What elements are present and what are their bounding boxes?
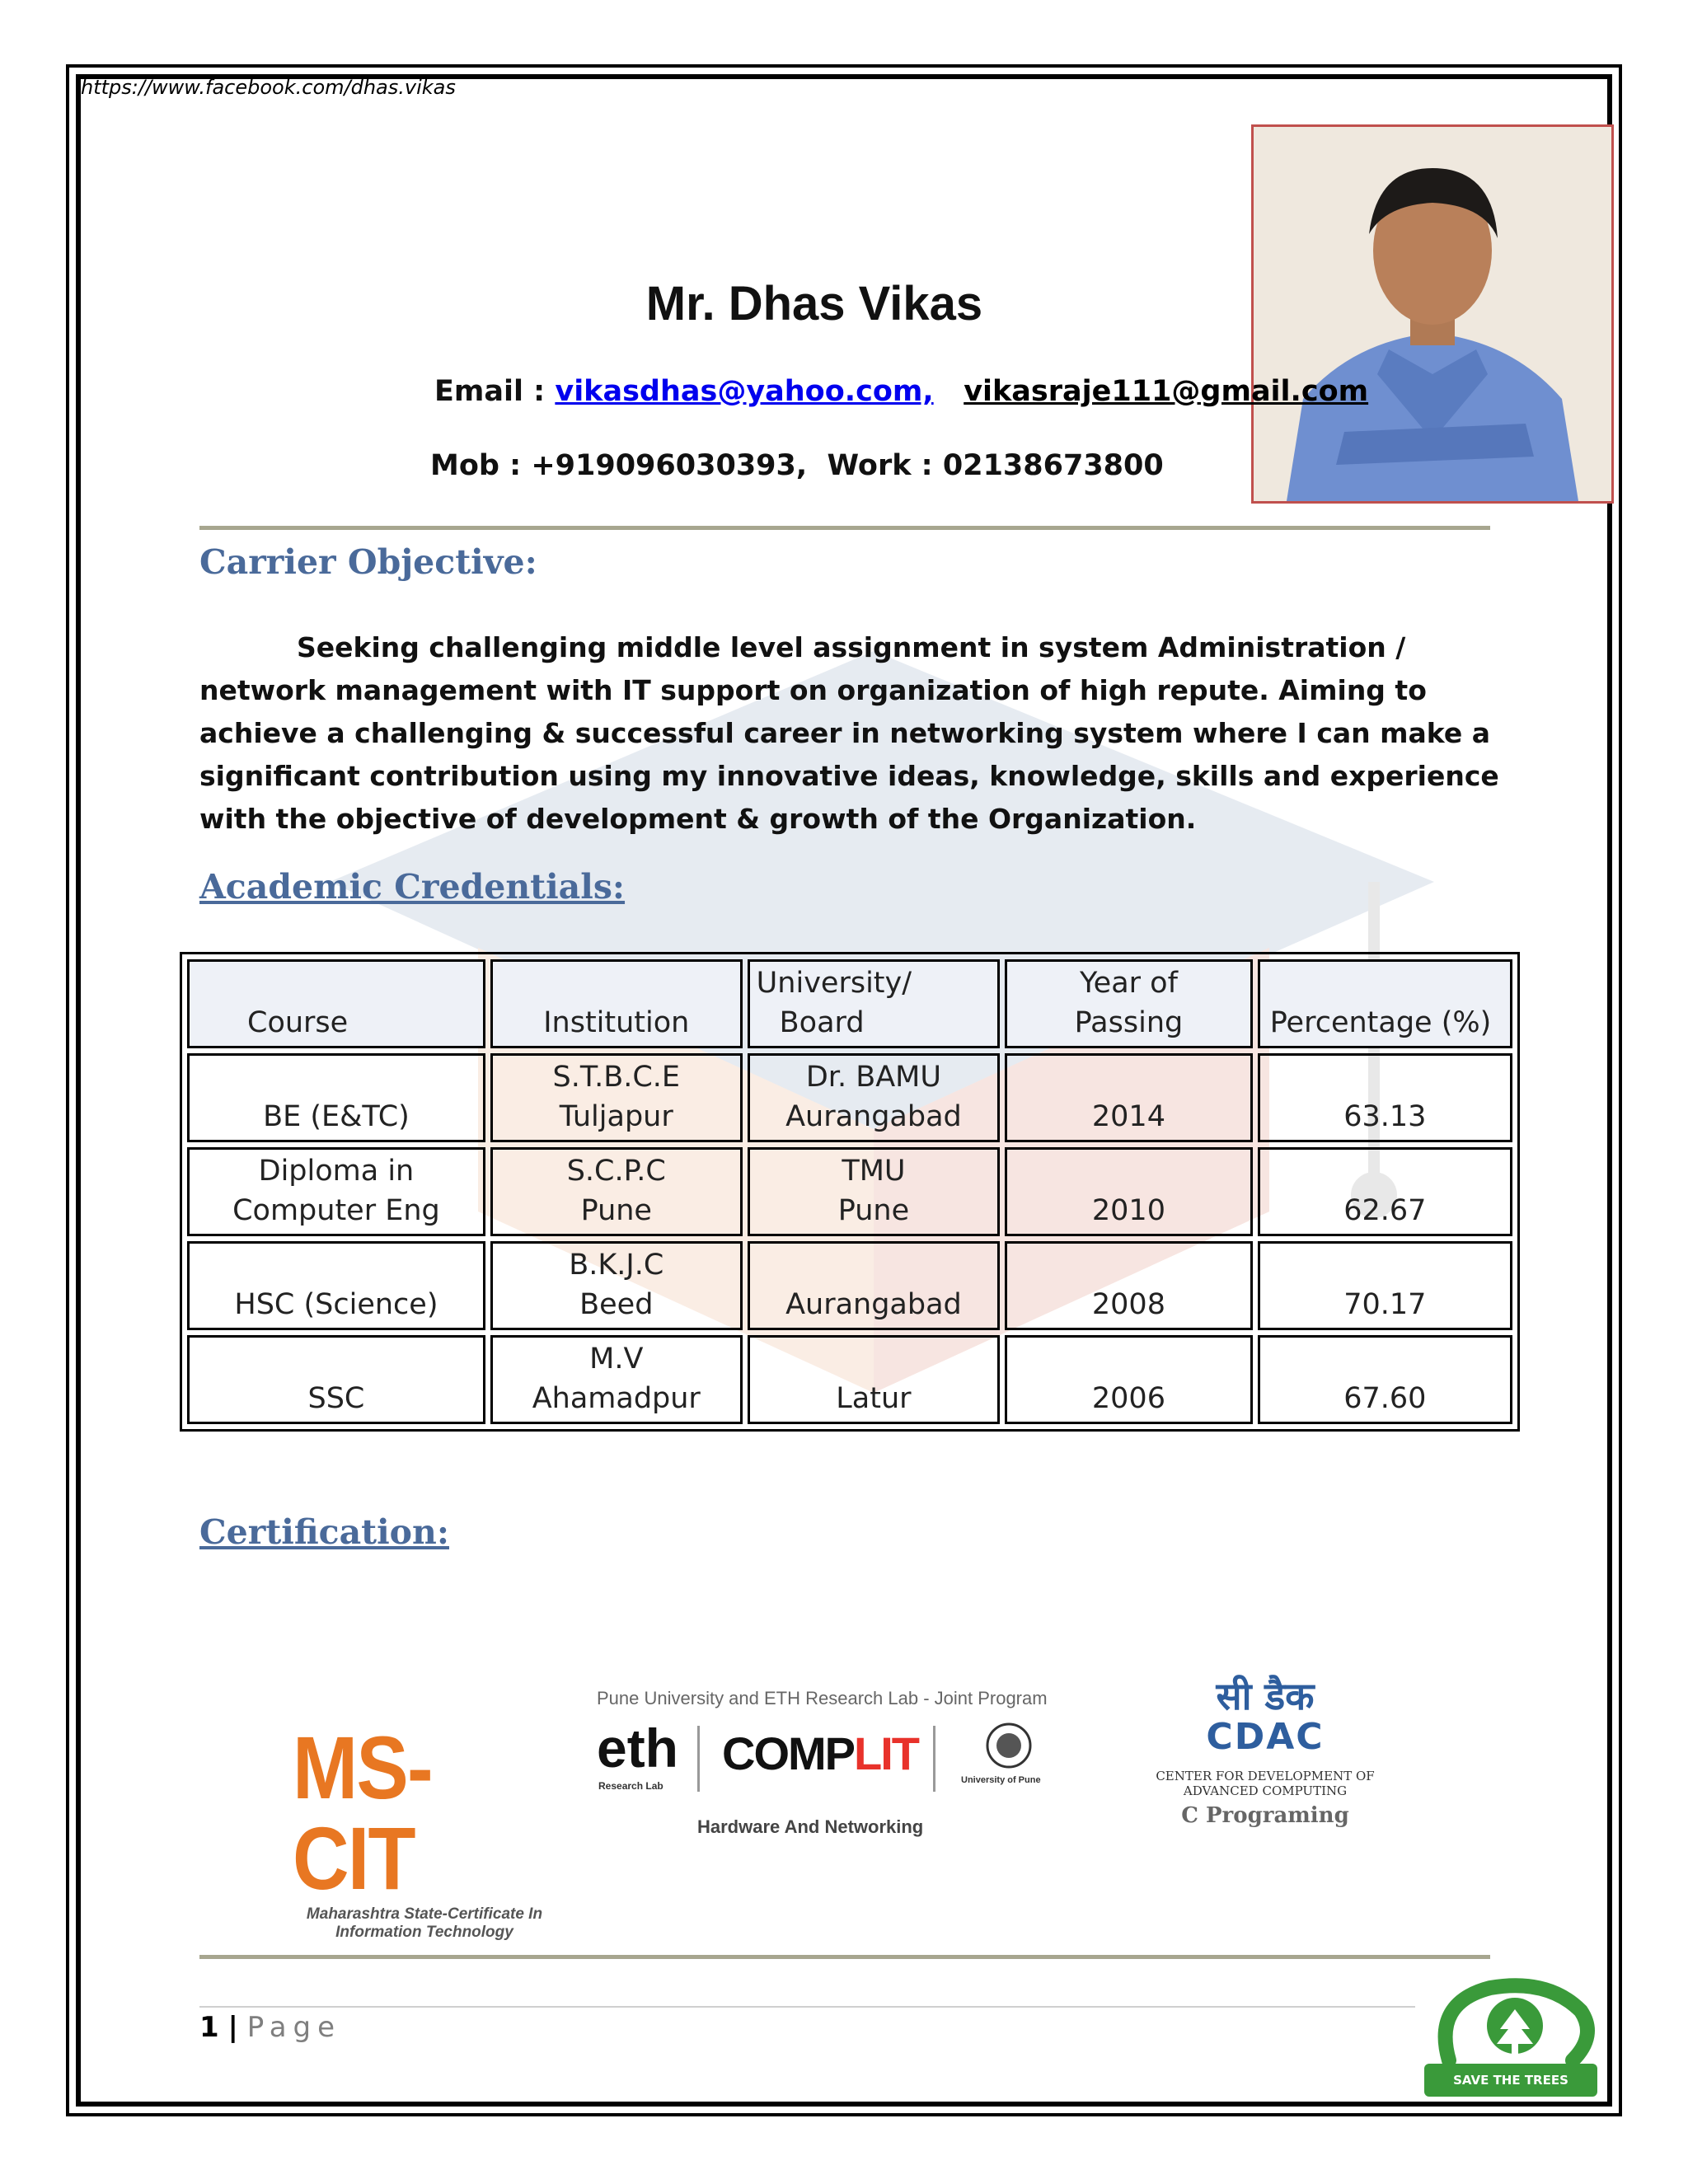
complit-logo [597,1688,1075,1838]
email-line [434,375,1368,408]
complit-comp: COMP [722,1727,854,1779]
header-course: Course [187,959,485,1048]
table-row [187,1241,1512,1330]
course-line2: SSC [307,1382,365,1415]
objective-text: Seeking challenging middle level assignment in system Administration / network management with IT support on organization of high repute. Aiming to achieve a challenging & successful career in networking system where I can make a significant contribution using my innovative ideas, knowledge, skills and experience with the objective of development & growth of the Organization. [199,631,1499,835]
page-number-value: 1 [199,2011,219,2044]
academics-title: Academic Credentials: [199,867,626,907]
mob-label: Mob : [430,449,522,482]
board-line2: Aurangabad [785,1288,962,1321]
course-cell [187,1147,485,1236]
course-cell [187,1241,485,1330]
header-institution: Institution [490,959,743,1048]
email-label: Email : [434,375,546,408]
institution-line1: S.T.B.C.E [552,1061,681,1094]
board-line2: Aurangabad [785,1100,962,1133]
eth-logo-text: eth [597,1718,678,1779]
table-row [187,1147,1512,1236]
logo-divider [933,1726,935,1792]
institution-line2: Ahamadpur [532,1382,701,1415]
page-separator: | [227,2011,238,2044]
course-cell [187,1053,485,1142]
cdac-subtitle-1: CENTER FOR DEVELOPMENT OF [1156,1769,1375,1783]
percentage-cell: 62.67 [1258,1147,1512,1236]
cdac-logo [1142,1675,1389,1828]
email-link-yahoo[interactable]: vikasdhas@yahoo.com, [555,375,934,408]
phone-line [430,449,1164,482]
year-cell: 2010 [1005,1147,1253,1236]
cdac-text: CDAC [1206,1716,1325,1758]
mob-value: +919096030393, [531,449,808,482]
institution-line1: S.C.P.C [566,1155,666,1188]
institution-line1: B.K.J.C [569,1249,664,1282]
institution-cell [490,1147,743,1236]
board-cell [748,1335,1000,1424]
work-value: 02138673800 [942,449,1164,482]
course-line2: BE (E&TC) [263,1100,410,1133]
institution-line1: M.V [589,1343,644,1376]
tree-icon [1424,1978,1614,2069]
logo-divider [697,1726,700,1792]
institution-line2: Tuljapur [559,1100,673,1133]
save-trees-badge [1424,1978,1614,2100]
percentage-cell: 67.60 [1258,1335,1512,1424]
course-line1: Diploma in [258,1155,415,1188]
header-year-line1: Year of [1079,967,1178,1000]
page-label: Page [246,2011,342,2044]
year-cell: 2014 [1005,1053,1253,1142]
percentage-cell: 70.17 [1258,1241,1512,1330]
header-board [748,959,1000,1048]
complit-bottom-text: Hardware And Networking [697,1816,924,1837]
facebook-link[interactable]: https://www.facebook.com/dhas.vikas [81,76,456,99]
board-line1: TMU [842,1155,906,1188]
footer-divider [199,1955,1490,1959]
institution-cell [490,1335,743,1424]
year-cell: 2006 [1005,1335,1253,1424]
mscit-subtitle-2: Information Technology [335,1924,513,1941]
board-cell [748,1053,1000,1142]
header-year [1005,959,1253,1048]
board-line1: Dr. BAMU [805,1061,941,1094]
objective-title: Carrier Objective: [199,542,537,582]
mscit-title: MS-CIT [293,1718,432,1908]
board-line2: Latur [836,1382,912,1415]
cdac-hindi-text: सी डैक [1216,1674,1315,1718]
cdac-course: C Programing [1181,1803,1349,1828]
header-year-line2: Passing [1074,1006,1184,1039]
page-number [199,2011,341,2044]
university-seal-icon [980,1721,1038,1770]
board-cell [748,1241,1000,1330]
header-percentage: Percentage (%) [1258,959,1512,1048]
academic-table [180,952,1520,1432]
email-link-gmail[interactable]: vikasraje111@gmail.com [964,375,1369,408]
table-row [187,1053,1512,1142]
certification-title: Certification: [199,1512,449,1552]
header-board-line1: University/ [756,967,912,1000]
pune-university-text: University of Pune [961,1775,1041,1785]
table-row [187,1335,1512,1424]
year-cell: 2008 [1005,1241,1253,1330]
eth-subtitle: Research Lab [598,1780,663,1792]
mscit-subtitle-1: Maharashtra State-Certificate In [306,1905,543,1923]
badge-text: SAVE THE TREES [1424,2064,1597,2097]
course-line2: Computer Eng [232,1194,440,1227]
header-board-line2: Board [779,1006,865,1039]
work-label: Work : [827,449,933,482]
board-line2: Pune [837,1194,910,1227]
institution-cell [490,1241,743,1330]
table-header-row [187,959,1512,1048]
institution-line2: Beed [579,1288,654,1321]
course-cell [187,1335,485,1424]
complit-wordmark [722,1729,918,1779]
complit-top-text: Pune University and ETH Research Lab - Joint Program [597,1688,1048,1708]
complit-lit: LIT [854,1727,918,1779]
institution-cell [490,1053,743,1142]
institution-line2: Pune [580,1194,652,1227]
header-divider [199,526,1490,530]
footer-thin-line [199,2006,1415,2008]
board-cell [748,1147,1000,1236]
candidate-name: Mr. Dhas Vikas [645,277,983,330]
mscit-logo [293,1718,556,1942]
course-line2: HSC (Science) [234,1288,438,1321]
cdac-subtitle-2: ADVANCED COMPUTING [1183,1783,1348,1798]
percentage-cell: 63.13 [1258,1053,1512,1142]
